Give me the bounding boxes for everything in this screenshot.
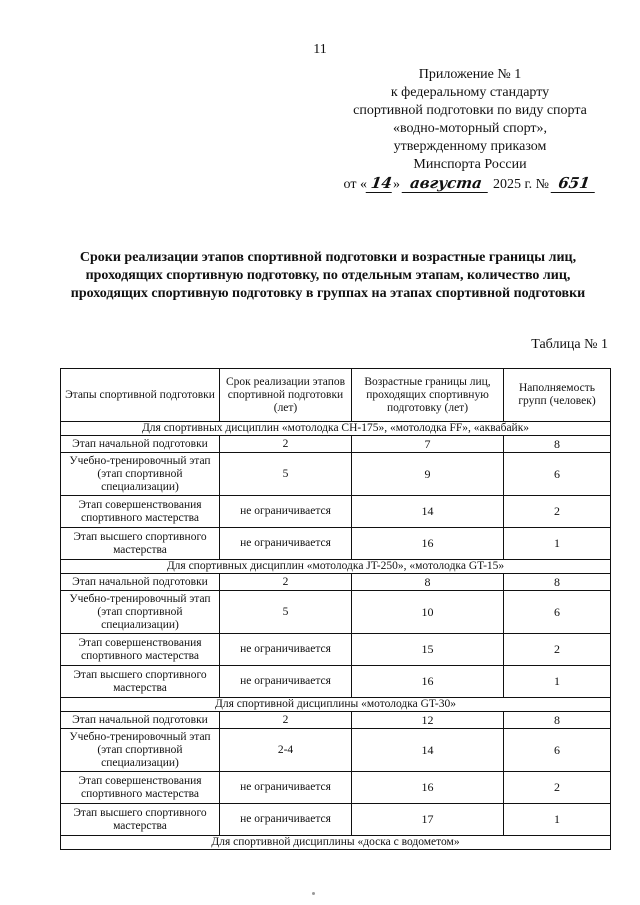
header-group-size: Наполняемость групп (человек) (504, 369, 611, 422)
cell-age: 14 (352, 496, 504, 528)
cell-group-size: 8 (504, 712, 611, 729)
handwritten-month: августа (402, 174, 491, 193)
cell-stage: Этап начальной подготовки (61, 574, 220, 591)
cell-age: 14 (352, 729, 504, 772)
table-row (61, 574, 611, 591)
handwritten-day: 14 (366, 174, 395, 193)
cell-duration: 2 (220, 436, 352, 453)
cell-duration: 5 (220, 453, 352, 496)
cell-age: 16 (352, 528, 504, 560)
group-title: Для спортивных дисциплин «мотолодка СН-175», «мотолодка FF», «аквабайк» (61, 422, 611, 436)
cell-stage: Этап начальной подготовки (61, 712, 220, 729)
cell-group-size: 2 (504, 496, 611, 528)
cell-group-size: 8 (504, 436, 611, 453)
group-row (61, 560, 611, 574)
cell-stage: Этап совершенствования спортивного мастерства (61, 772, 220, 804)
table-body (61, 422, 611, 850)
cell-age: 15 (352, 634, 504, 666)
cell-duration: 5 (220, 591, 352, 634)
table-row (61, 712, 611, 729)
cell-stage: Этап совершенствования спортивного мастерства (61, 634, 220, 666)
table-row (61, 804, 611, 836)
cell-group-size: 1 (504, 666, 611, 698)
scan-speck (312, 892, 315, 895)
cell-age: 9 (352, 453, 504, 496)
header-stage: Этапы спортивной подготовки (61, 369, 220, 422)
cell-group-size: 2 (504, 772, 611, 804)
page-number: 11 (313, 42, 327, 57)
cell-group-size: 6 (504, 591, 611, 634)
cell-group-size: 6 (504, 453, 611, 496)
table-row (61, 528, 611, 560)
group-row (61, 422, 611, 436)
date-mid: » (392, 177, 400, 192)
table-row (61, 634, 611, 666)
handwritten-order-number: 651 (551, 174, 598, 193)
appendix-line: утвержденному приказом (393, 139, 547, 154)
table-row (61, 436, 611, 453)
cell-group-size: 6 (504, 729, 611, 772)
stages-table (60, 368, 611, 850)
table-row (61, 772, 611, 804)
appendix-line: Приложение № 1 (418, 67, 522, 82)
group-title: Для спортивной дисциплины «доска с водометом» (61, 836, 611, 850)
cell-stage: Этап высшего спортивного мастерства (61, 804, 220, 836)
group-title: Для спортивной дисциплины «мотолодка GT-30» (61, 698, 611, 712)
date-prefix: от « (343, 177, 367, 192)
table-row (61, 666, 611, 698)
cell-age: 8 (352, 574, 504, 591)
document-title: Сроки реализации этапов спортивной подготовки и возрастные границы лиц, проходящих спортивную подготовку, по отдельным этапам, количество лиц, проходящих спортивную подготовку в группах на этапах спортивной подготовки (70, 250, 586, 301)
cell-duration: не ограничивается (220, 804, 352, 836)
cell-age: 12 (352, 712, 504, 729)
table-row (61, 453, 611, 496)
order-date-line (330, 174, 610, 194)
cell-group-size: 1 (504, 804, 611, 836)
table-caption: Таблица № 1 (531, 337, 608, 352)
cell-stage: Этап начальной подготовки (61, 436, 220, 453)
cell-group-size: 8 (504, 574, 611, 591)
cell-stage: Учебно-тренировочный этап (этап спортивной специализации) (61, 729, 220, 772)
table-header-row (61, 369, 611, 422)
cell-group-size: 2 (504, 634, 611, 666)
appendix-line: Минспорта России (413, 157, 527, 172)
cell-age: 7 (352, 436, 504, 453)
cell-stage: Этап высшего спортивного мастерства (61, 666, 220, 698)
cell-duration: 2-4 (220, 729, 352, 772)
cell-duration: не ограничивается (220, 528, 352, 560)
appendix-header (330, 66, 610, 194)
cell-age: 16 (352, 666, 504, 698)
cell-duration: не ограничивается (220, 772, 352, 804)
table-row (61, 729, 611, 772)
group-row (61, 836, 611, 850)
cell-duration: не ограничивается (220, 666, 352, 698)
table-row (61, 496, 611, 528)
cell-stage: Этап высшего спортивного мастерства (61, 528, 220, 560)
cell-stage: Этап совершенствования спортивного мастерства (61, 496, 220, 528)
date-year: 2025 г. № (492, 177, 549, 192)
cell-age: 16 (352, 772, 504, 804)
header-duration: Срок реализации этапов спортивной подготовки (лет) (220, 369, 352, 422)
cell-age: 17 (352, 804, 504, 836)
table-row (61, 591, 611, 634)
cell-duration: не ограничивается (220, 634, 352, 666)
header-age: Возрастные границы лиц, проходящих спортивную подготовку (лет) (352, 369, 504, 422)
cell-duration: 2 (220, 574, 352, 591)
appendix-line: к федеральному стандарту (390, 85, 550, 100)
appendix-line: спортивной подготовки по виду спорта (353, 103, 587, 118)
cell-duration: 2 (220, 712, 352, 729)
cell-stage: Учебно-тренировочный этап (этап спортивной специализации) (61, 591, 220, 634)
cell-group-size: 1 (504, 528, 611, 560)
cell-age: 10 (352, 591, 504, 634)
appendix-line: «водно-моторный спорт», (392, 121, 548, 136)
cell-duration: не ограничивается (220, 496, 352, 528)
cell-stage: Учебно-тренировочный этап (этап спортивной специализации) (61, 453, 220, 496)
group-title: Для спортивных дисциплин «мотолодка JT-250», «мотолодка GT-15» (61, 560, 611, 574)
group-row (61, 698, 611, 712)
